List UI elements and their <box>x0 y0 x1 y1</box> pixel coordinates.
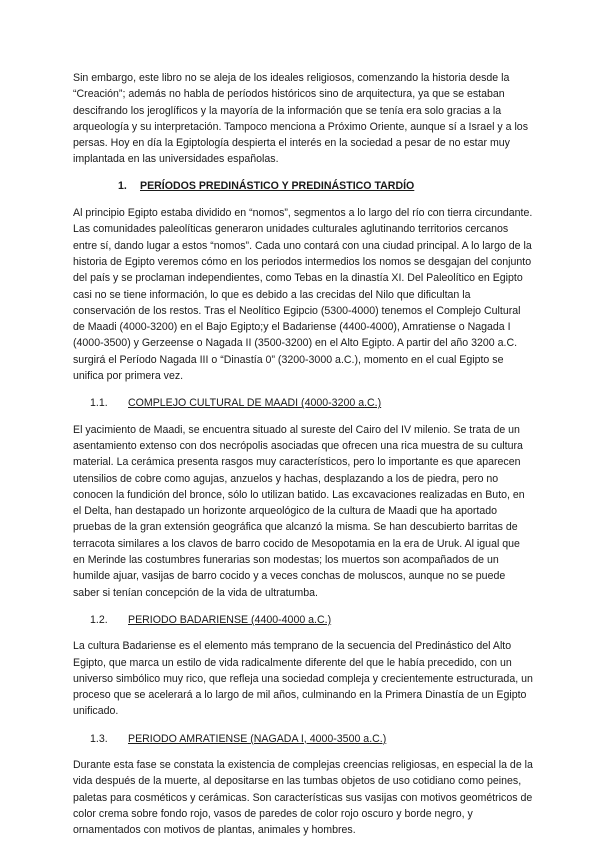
section-number: 1. <box>118 179 127 192</box>
subsection-title: PERIODO AMRATIENSE (NAGADA I, 4000-3500 a.C.) <box>128 732 387 745</box>
subsection-number: 1.2. <box>90 613 108 626</box>
subsection-heading-1-3 <box>73 731 533 747</box>
subsection-number: 1.1. <box>90 397 108 410</box>
subsection-heading-1-2 <box>73 612 533 628</box>
subsection-number: 1.3. <box>90 732 108 745</box>
section-1-paragraph: Al principio Egipto estaba dividido en “nomos”, segmentos a lo largo del río con tierra circundante. Las comunidades paleolíticas generaron unidades culturales aglutinando territorios cercanos entre sí, dando lugar a estos “nomos”. Cada uno contará con una ciudad principal. A lo largo de la historia de Egipto veremos cómo en los periodos intermedios los nomos se desgajan del conjunto del país y se proclaman independientes, como Tebas en la dinastía XI. Del Paleolítico en Egipto casi no se tiene información, lo que es debido a las crecidas del Nilo que dificultan la conservación de los restos. Tras el Neolítico Egipcio (5300-4000) tenemos el Complejo Cultural de Maadi (4000-3200) en el Bajo Egipto;y el Badariense (4400-4000), Amratiense o Nagada I (4000-3500) y Gerzeense o Nagada II (3500-3200) en el Alto Egipto. A partir del año 3200 a.C. surgirá el Período Nagada III o “Dinastía 0” (3200-3000 a.C.), momento en el cual Egipto se unifica por primera vez. <box>73 207 533 383</box>
subsection-1-1-paragraph: El yacimiento de Maadi, se encuentra situado al sureste del Cairo del IV milenio. Se trata de un asentamiento extenso con dos necrópolis asociadas que ofrecen una rica muestra de su cultura material. La cerámica presenta rasgos muy característicos, pero lo importante es que aparecen utensilios de cobre como agujas, anzuelos y hachas, desplazando a los de piedra, pero no conocen la fundición del bronce, sólo lo utilizan batido. Las excavaciones realizadas en Buto, en el Delta, han destapado un horizonte arqueológico de la cultura de Maadi que ha aportado pruebas de la gran extensión geográfica que alcanzó la misma. Se han descubierto barritas de terracota similares a los clavos de barro cocido de Mesopotamia en la era de Uruk. Al igual que en Merinde las costumbres funerarias son modestas; los muertos son acompañados de un humilde ajuar, vasijas de barro cocido y a veces conchas de moluscos, aunque no se puede saber si tenían concepción de la vida de ultratumba. <box>73 423 525 599</box>
subsection-1-3-paragraph: Durante esta fase se constata la existencia de complejas creencias religiosas, en especial la de la vida después de la muerte, al depositarse en las tumbas objetos de uso cotidiano como peines, paletas para cosméticos y cerámicas. Son características sus vasijas con motivos geométricos de color crema sobre fondo rojo, vasos de paredes de color rojo oscuro y borde negro, y ornamentados con motivos de plantas, animales y hombres. <box>73 758 533 837</box>
subsection-heading-1-1 <box>73 395 533 411</box>
intro-paragraph: Sin embargo, este libro no se aleja de los ideales religiosos, comenzando la historia desde la “Creación”; además no habla de períodos históricos sino de arquitectura, ya que se estaban descifrando los jeroglíficos y la mayoría de la información que se tenía era solo gracias a la arqueología y su interpretación. Tampoco menciona a Próximo Oriente, aunque sí a Israel y a los persas. Hoy en día la Egiptología despierta el interés en la sociedad a pesar de no estar muy implantada en las universidades españolas. <box>73 72 528 166</box>
subsection-title: PERIODO BADARIENSE (4400-4000 a.C.) <box>128 613 332 626</box>
document-page <box>73 0 533 838</box>
section-heading-1 <box>73 178 533 194</box>
section-title: PERÍODOS PREDINÁSTICO Y PREDINÁSTICO TARDÍO <box>140 179 415 192</box>
subsection-1-2-paragraph: La cultura Badariense es el elemento más temprano de la secuencia del Predinástico del Alto Egipto, que marca un estilo de vida radicalmente diferente del que le había precedido, con un universo simbólico muy rico, que refleja una sociedad compleja y crecientemente estructurada, un proceso que se acelerará a lo largo de mil años, culminando en la Primera Dinastía de un Egipto unificado. <box>73 640 533 718</box>
subsection-title: COMPLEJO CULTURAL DE MAADI (4000-3200 a.C.) <box>128 397 382 410</box>
